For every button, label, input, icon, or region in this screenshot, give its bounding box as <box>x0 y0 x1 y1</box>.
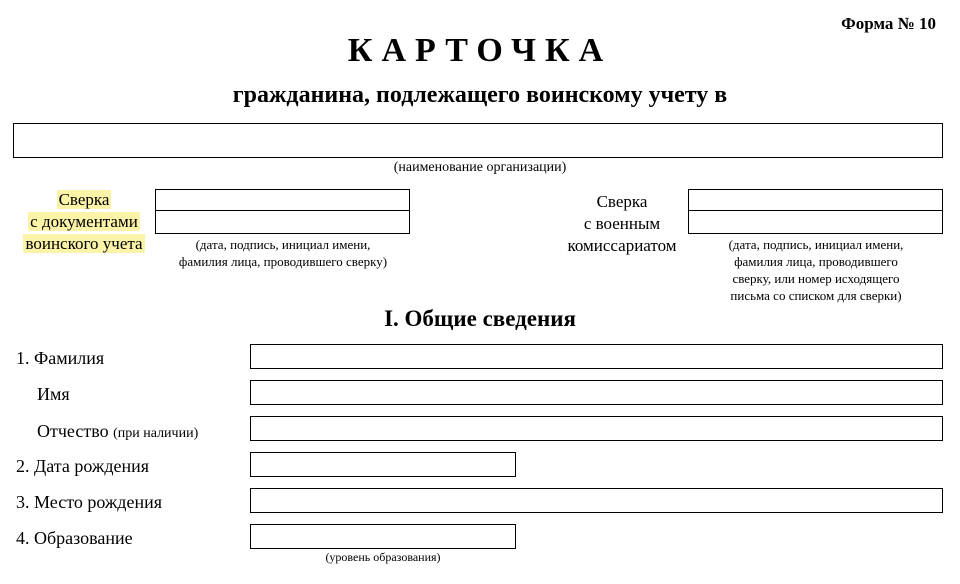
education-field[interactable] <box>250 524 516 549</box>
page-subtitle: гражданина, подлежащего воинскому учету в <box>232 82 728 108</box>
birth-place-field[interactable] <box>250 488 943 513</box>
reconciliation-commissariat-label-line-1: Сверка <box>596 192 648 211</box>
reconciliation-documents-note-line-2: фамилия лица, проводившего сверку) <box>178 254 388 269</box>
reconciliation-commissariat-note <box>688 236 944 304</box>
reconciliation-documents-label-line-1: Сверка <box>58 190 110 209</box>
reconciliation-commissariat-note-line-1: (дата, подпись, инициал имени, <box>728 237 904 252</box>
education-label: 4. Образование <box>16 528 133 548</box>
education-note: (уровень образования) <box>325 550 441 564</box>
birth-place-label: 3. Место рождения <box>16 492 163 512</box>
organization-caption: (наименование организации) <box>393 160 567 175</box>
name-label: Имя <box>37 384 70 404</box>
reconciliation-commissariat-label-line-3: комиссариатом <box>567 236 677 255</box>
surname-label: 1. Фамилия <box>16 348 105 368</box>
reconciliation-documents-label-line-3: воинского учета <box>25 234 143 253</box>
form-number: Форма № 10 <box>841 14 936 33</box>
surname-field[interactable] <box>250 344 943 369</box>
birth-date-label: 2. Дата рождения <box>16 456 150 476</box>
patronymic-label-text: Отчество <box>37 421 109 441</box>
birth-date-field[interactable] <box>250 452 516 477</box>
reconciliation-commissariat-label-line-2: с военным <box>583 214 661 233</box>
reconciliation-documents-note <box>150 236 416 270</box>
patronymic-label <box>37 420 198 445</box>
reconciliation-commissariat-label <box>548 191 696 257</box>
page-title: КАРТОЧКА <box>347 32 613 69</box>
patronymic-field[interactable] <box>250 416 943 441</box>
reconciliation-commissariat-field-1[interactable] <box>688 189 943 211</box>
name-field[interactable] <box>250 380 943 405</box>
reconciliation-documents-label-line-2: с документами <box>30 212 138 231</box>
organization-name-field[interactable] <box>13 123 943 158</box>
reconciliation-commissariat-note-line-2: фамилия лица, проводившего <box>734 254 898 269</box>
reconciliation-documents-field-2[interactable] <box>155 210 410 234</box>
reconciliation-documents-note-line-1: (дата, подпись, инициал имени, <box>195 237 371 252</box>
patronymic-note: (при наличии) <box>113 426 199 441</box>
reconciliation-documents-field-1[interactable] <box>155 189 410 211</box>
reconciliation-commissariat-note-line-3: сверку, или номер исходящего <box>732 271 900 286</box>
section-title: I. Общие сведения <box>384 306 576 331</box>
reconciliation-commissariat-note-line-4: письма со списком для сверки) <box>730 288 902 303</box>
reconciliation-commissariat-field-2[interactable] <box>688 210 943 234</box>
reconciliation-documents-label <box>14 189 154 255</box>
